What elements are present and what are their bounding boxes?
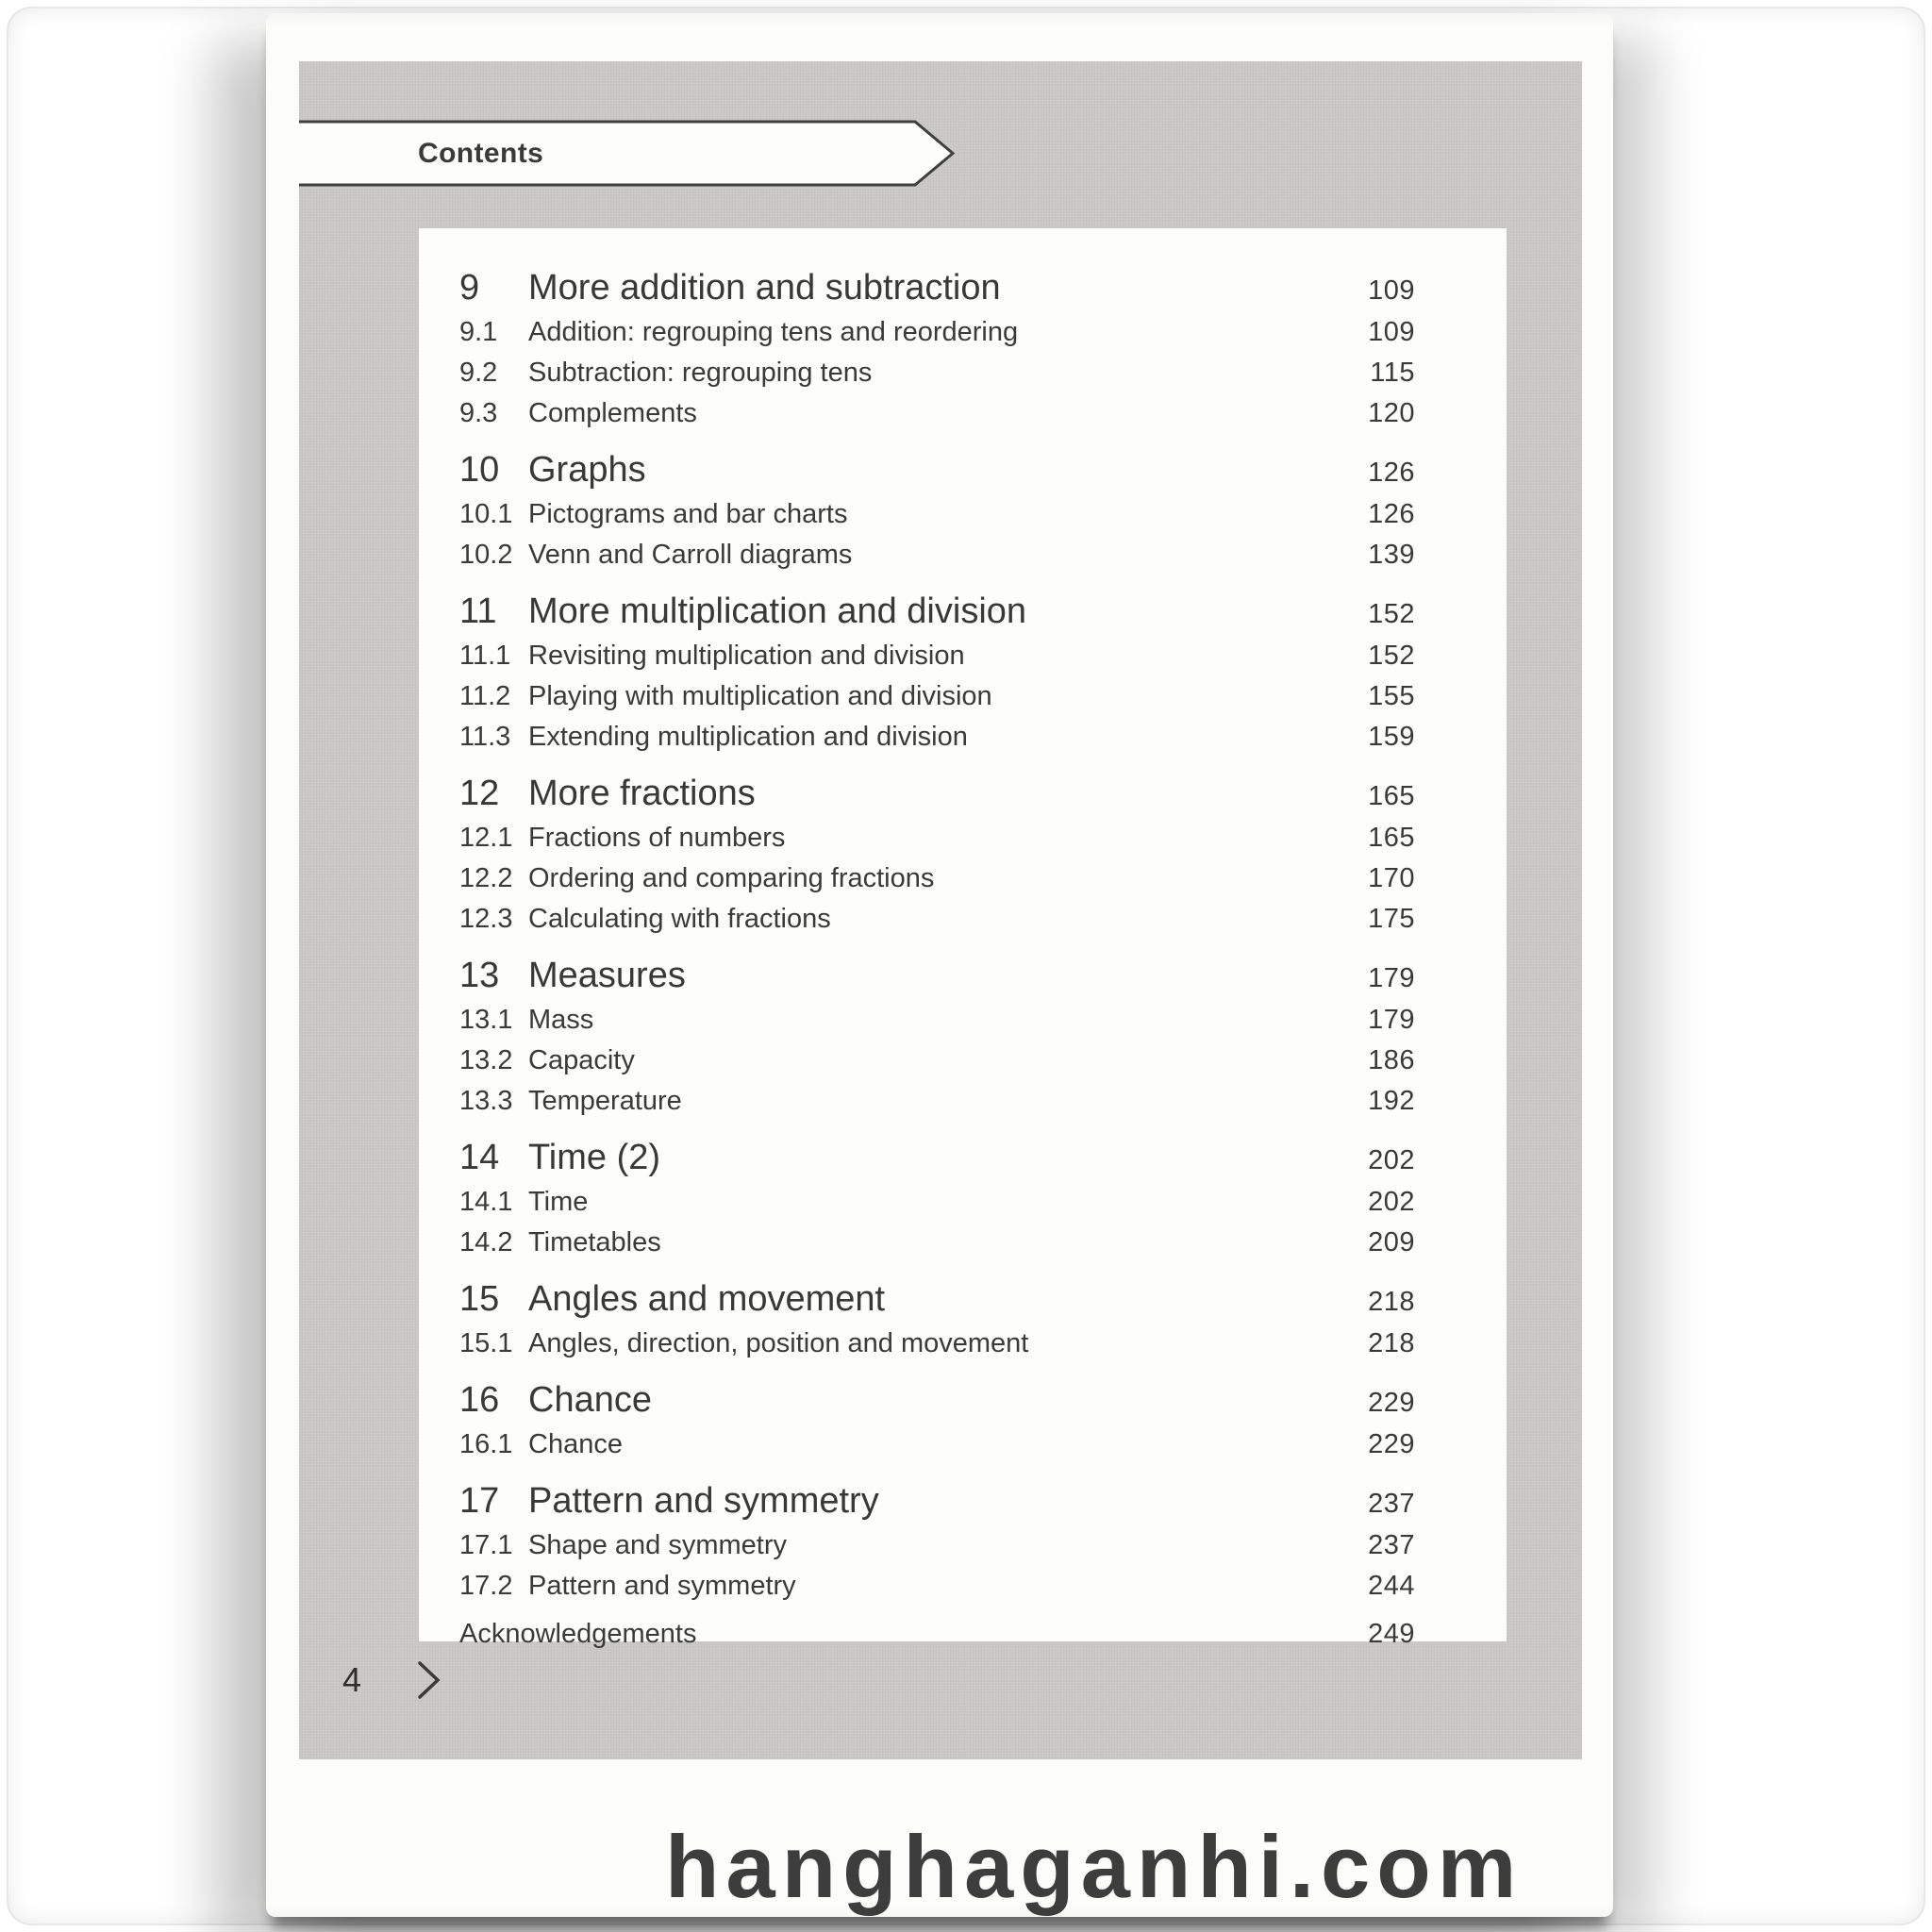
- toc-title: Angles and movement: [528, 1279, 886, 1319]
- page-footer: [342, 1660, 441, 1700]
- toc-item-row: [459, 1525, 1415, 1566]
- toc-item-row: [459, 858, 1415, 899]
- toc-number: 16.1: [459, 1429, 513, 1459]
- toc-page: 120: [1368, 398, 1415, 428]
- toc-title: More multiplication and division: [528, 591, 1027, 631]
- toc-page: 237: [1368, 1530, 1415, 1560]
- toc-item-row: [459, 899, 1415, 940]
- toc-title: Pattern and symmetry: [528, 1571, 796, 1601]
- toc-page: 209: [1368, 1227, 1415, 1257]
- toc-number: 10.1: [459, 499, 513, 529]
- toc-title: More fractions: [528, 774, 756, 813]
- toc-page: 126: [1368, 499, 1415, 529]
- toc-title: Venn and Carroll diagrams: [528, 540, 853, 570]
- toc-title: Shape and symmetry: [528, 1530, 788, 1560]
- toc-heading-row: [459, 954, 1415, 1000]
- toc-page: 244: [1368, 1571, 1415, 1601]
- page-print-area: [299, 61, 1582, 1759]
- toc-item-row: [459, 312, 1415, 353]
- toc-heading-row: [459, 1378, 1415, 1424]
- toc-number: 14.1: [459, 1187, 513, 1217]
- toc-item-row: [459, 1566, 1415, 1607]
- toc-page: 152: [1368, 599, 1415, 629]
- toc-page: 152: [1368, 641, 1415, 671]
- toc-number: 11.1: [459, 641, 511, 671]
- toc-item-row: [459, 1424, 1415, 1465]
- toc-extra-row: [459, 1614, 1415, 1655]
- toc-page: 170: [1368, 863, 1415, 893]
- toc-page: 109: [1368, 275, 1415, 306]
- toc-number: 13: [459, 956, 500, 995]
- toc-page: 218: [1368, 1328, 1415, 1358]
- toc-title: Chance: [528, 1380, 652, 1420]
- toc-number: 9: [459, 268, 480, 308]
- toc-number: 10: [459, 450, 500, 490]
- toc-page: 237: [1368, 1489, 1415, 1519]
- toc-item-row: [459, 1182, 1415, 1223]
- toc-page: 229: [1368, 1429, 1415, 1459]
- toc-title: Mass: [528, 1005, 594, 1035]
- toc-page: 139: [1368, 540, 1415, 570]
- toc-item-row: [459, 818, 1415, 858]
- toc-title: Pictograms and bar charts: [528, 499, 848, 529]
- toc-item-row: [459, 535, 1415, 575]
- footer-page-number: 4: [342, 1660, 362, 1699]
- toc-number: 15.1: [459, 1328, 513, 1358]
- toc-title: Extending multiplication and division: [528, 722, 968, 752]
- toc-heading-row: [459, 590, 1415, 636]
- toc-page: 179: [1368, 963, 1415, 993]
- toc-page: 192: [1368, 1086, 1415, 1116]
- toc-number: 16: [459, 1380, 500, 1420]
- toc-page: 165: [1368, 781, 1415, 811]
- toc-number: 17.1: [459, 1530, 513, 1560]
- toc-item-row: [459, 353, 1415, 393]
- toc-page: 202: [1368, 1187, 1415, 1217]
- toc-number: 17: [459, 1481, 500, 1521]
- toc-number: 12.3: [459, 904, 513, 934]
- toc-number: 11.2: [459, 681, 511, 711]
- toc-number: 11.3: [459, 722, 511, 752]
- banner-label: Contents: [418, 138, 544, 169]
- toc-number: 17.2: [459, 1571, 513, 1601]
- toc-heading-row: [459, 1136, 1415, 1182]
- toc-page: 155: [1368, 681, 1415, 711]
- toc-title: Chance: [528, 1429, 623, 1459]
- toc-item-row: [459, 1081, 1415, 1122]
- toc-heading-row: [459, 266, 1415, 312]
- toc-number: 11: [459, 591, 497, 631]
- toc-number: 14: [459, 1138, 500, 1177]
- banner-arrow-shape: [299, 120, 956, 187]
- toc-number: 10.2: [459, 540, 513, 570]
- toc-page: 218: [1368, 1287, 1415, 1317]
- toc-number: 13.3: [459, 1086, 513, 1116]
- toc-page: 165: [1368, 823, 1415, 853]
- toc-title: Calculating with fractions: [528, 904, 831, 934]
- watermark-bottom: hanghaganhi.com: [665, 1817, 1524, 1916]
- toc-number: 9.3: [459, 398, 498, 428]
- toc-title: Complements: [528, 398, 697, 428]
- toc-number: 9.1: [459, 317, 498, 347]
- scanned-page: [266, 13, 1613, 1917]
- toc-title: Acknowledgements: [459, 1619, 697, 1649]
- toc-heading-row: [459, 1277, 1415, 1324]
- toc-title: Timetables: [528, 1227, 661, 1257]
- toc-page: 186: [1368, 1045, 1415, 1075]
- toc-number: 14.2: [459, 1227, 513, 1257]
- toc-heading-row: [459, 448, 1415, 494]
- toc-page: 126: [1368, 458, 1415, 488]
- toc-title: Graphs: [528, 450, 646, 490]
- toc-title: Fractions of numbers: [528, 823, 786, 853]
- toc-heading-row: [459, 1479, 1415, 1525]
- toc-title: Playing with multiplication and division: [528, 681, 992, 711]
- toc-title: Addition: regrouping tens and reordering: [528, 317, 1019, 347]
- next-page-chevron-icon: [418, 1661, 441, 1699]
- toc-page: 249: [1368, 1619, 1415, 1649]
- toc-page: 202: [1368, 1145, 1415, 1175]
- toc-number: 15: [459, 1279, 500, 1319]
- toc-number: 13.2: [459, 1045, 513, 1075]
- toc-item-row: [459, 1223, 1415, 1263]
- toc-number: 12.1: [459, 823, 513, 853]
- toc-title: Angles, direction, position and movement: [528, 1328, 1029, 1358]
- toc-number: 12: [459, 774, 500, 813]
- contents-banner: [299, 120, 956, 187]
- toc-title: Pattern and symmetry: [528, 1481, 879, 1521]
- toc-title: Measures: [528, 956, 686, 995]
- toc-item-row: [459, 1324, 1415, 1364]
- toc-item-row: [459, 636, 1415, 676]
- toc-item-row: [459, 393, 1415, 434]
- toc-title: Revisiting multiplication and division: [528, 641, 965, 671]
- toc-heading-row: [459, 772, 1415, 818]
- toc-page: 179: [1368, 1005, 1415, 1035]
- toc-title: More addition and subtraction: [528, 268, 1001, 308]
- toc-title: Temperature: [528, 1086, 682, 1116]
- toc-title: Time (2): [528, 1138, 661, 1177]
- toc-title: Time: [528, 1187, 589, 1217]
- toc-page: 229: [1368, 1388, 1415, 1418]
- toc-number: 9.2: [459, 358, 498, 388]
- toc-page: 159: [1368, 722, 1415, 752]
- toc-title: Subtraction: regrouping tens: [528, 358, 873, 388]
- toc-page: 175: [1368, 904, 1415, 934]
- toc-panel: [419, 228, 1507, 1649]
- toc-item-row: [459, 676, 1415, 717]
- toc-title: Capacity: [528, 1045, 635, 1075]
- toc-item-row: [459, 717, 1415, 758]
- toc-item-row: [459, 494, 1415, 535]
- toc-title: Ordering and comparing fractions: [528, 863, 935, 893]
- toc-item-row: [459, 1000, 1415, 1041]
- toc-page: 115: [1370, 358, 1415, 388]
- toc-number: 13.1: [459, 1005, 513, 1035]
- toc-item-row: [459, 1041, 1415, 1081]
- toc-page: 109: [1368, 317, 1415, 347]
- toc-number: 12.2: [459, 863, 513, 893]
